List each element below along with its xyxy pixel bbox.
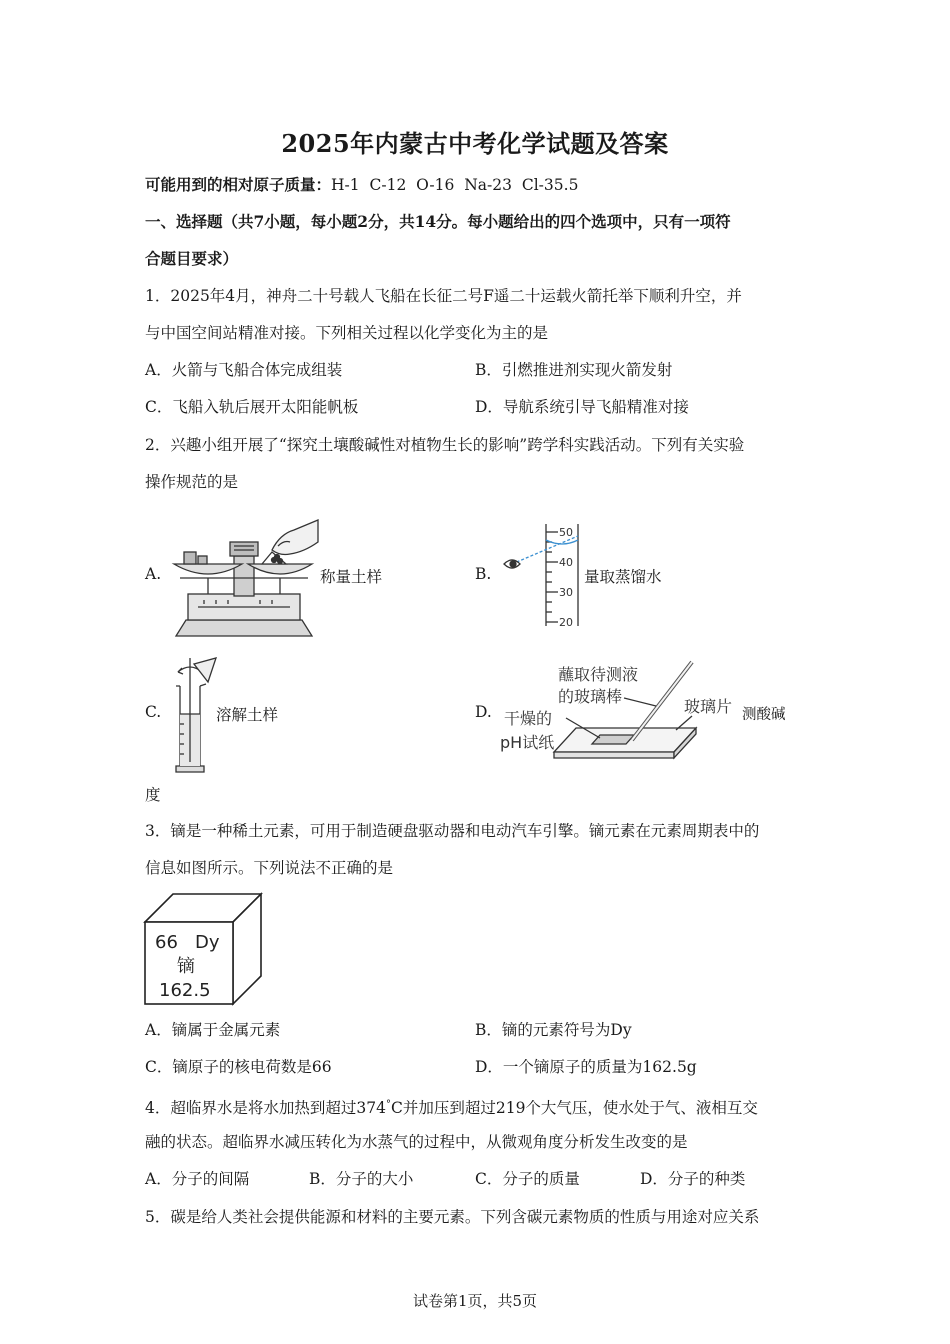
q1-option-c: C．飞船入轨后展开太阳能帆板 [145,398,359,416]
cylinder-tick-30: 30 [559,586,573,599]
q4-stem-line1 [145,1094,758,1119]
ph-paper-label-line2: pH试纸 [500,733,555,752]
q3-stem-line1: 3．镝是一种稀土元素，可用于制造硬盘驱动器和电动汽车引擎。镝元素在元素周期表中的 [145,822,760,840]
q1-stem-line2: 与中国空间站精准对接。下列相关过程以化学变化为主的是 [145,324,549,342]
cylinder-reading-figure [498,520,584,630]
q4-temperature: 374 [356,1099,386,1118]
q3-option-d: D．一个镝原子的质量为162.5g [475,1058,697,1076]
q2-option-a-text: 称量土样 [320,568,383,586]
q3-option-b: B．镝的元素符号为Dy [475,1021,632,1039]
q2-stem-line1: 2．兴趣小组开展了“探究土壤酸碱性对植物生长的影响”跨学科实践活动。下列有关实验 [145,436,745,454]
page-title: 2025年内蒙古中考化学试题及答案 [281,129,669,158]
q2-option-d-text: 测酸碱 [742,707,786,723]
q2-stem-line2: 操作规范的是 [145,473,239,491]
cylinder-tick-50: 50 [559,526,573,539]
ph-rod-label-line2: 的玻璃棒 [558,687,623,706]
balance-figure [168,512,320,640]
q1-option-a: A．火箭与飞船合体完成组装 [145,361,343,379]
ph-rod-label-line1: 蘸取待测液 [558,665,639,684]
atomic-mass-label: 可能用到的相对原子质量： [145,175,332,194]
q1-option-b: B．引燃推进剂实现火箭发射 [475,361,673,379]
element-symbol: Dy [195,932,220,953]
q5-stem-line1: 5．碳是给人类社会提供能源和材料的主要元素。下列含碳元素物质的性质与用途对应关系 [145,1208,760,1226]
q4-option-a: A．分子的间隔 [145,1170,250,1188]
q4-temperature-unit: C [390,1099,403,1118]
section1-heading-line2: 合题目要求） [145,249,239,268]
atomic-mass-line [145,174,578,196]
q2-option-b-text: 量取蒸馏水 [584,568,662,586]
q4-stem-line2: 融的状态。超临界水减压转化为水蒸气的过程中，从微观角度分析发生改变的是 [145,1133,688,1151]
q3-option-a: A．镝属于金属元素 [145,1021,281,1039]
dissolving-figure [168,654,220,774]
ph-glass-label: 玻璃片 [684,697,733,716]
q2-option-b-letter: B. [475,565,492,583]
element-atomic-mass: 162.5 [159,980,211,1001]
q2-option-d-letter: D. [475,703,492,721]
q4-option-c: C．分子的质量 [475,1170,580,1188]
q1-stem-line1: 1．2025年4月，神舟二十号载人飞船在长征二号F遥二十运载火箭托举下顺利升空，并 [145,287,742,305]
q4-degree-sign: ° [385,1099,391,1110]
q4-option-b: B．分子的大小 [309,1170,414,1188]
section1-heading-line1: 一、选择题（共7小题，每小题2分，共14分。每小题给出的四个选项中，只有一项符 [145,212,731,231]
page-footer: 试卷第1页，共5页 [412,1292,538,1310]
q2-option-c-letter: C. [145,703,162,721]
q1-option-d: D．导航系统引导飞船精准对接 [475,398,689,416]
element-name: 镝 [177,956,195,977]
ph-paper-label-line1: 干燥的 [504,709,553,728]
q2-option-c-text: 溶解土样 [216,706,279,724]
cylinder-tick-20: 20 [559,616,573,629]
q3-option-c: C．镝原子的核电荷数是66 [145,1058,332,1076]
q3-stem-line2: 信息如图所示。下列说法不正确的是 [145,859,394,877]
element-cell-figure [143,892,265,1006]
q4-stem-part2: 并加压到超过219个大气压，使水处于气、液相互交 [402,1099,758,1118]
cylinder-tick-40: 40 [559,556,573,569]
atomic-mass-values: H-1 C-12 O-16 Na-23 Cl-35.5 [331,176,579,194]
q4-stem-part1: 4．超临界水是将水加热到超过 [145,1099,357,1118]
element-atomic-number: 66 [155,932,178,953]
ph-test-figure [496,658,740,768]
q2-option-d-tail: 度 [145,786,161,804]
q2-option-a-letter: A. [145,565,162,583]
q4-option-d: D．分子的种类 [640,1170,746,1188]
